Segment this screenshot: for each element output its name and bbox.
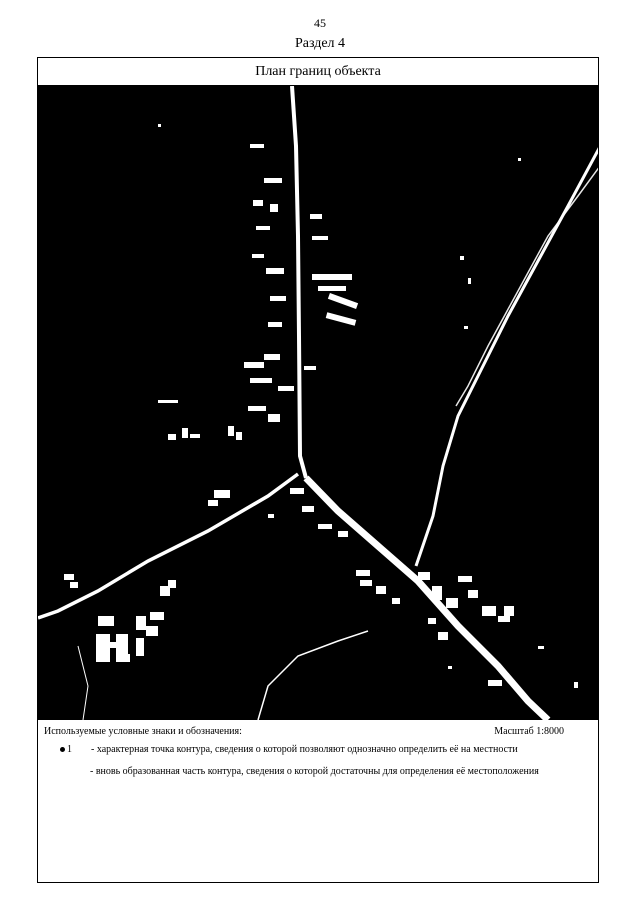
- legend-item-text: - характерная точка контура, сведения о которой позволяют однозначно определить её на местности: [91, 744, 518, 755]
- plan-frame: [37, 57, 599, 883]
- point-dot-icon: [60, 747, 65, 752]
- map-image: [38, 86, 598, 720]
- legend-item-point: [60, 744, 600, 755]
- legend-heading: Используемые условные знаки и обозначения:: [44, 726, 242, 737]
- section-title: Раздел 4: [294, 36, 346, 51]
- map-raster: [38, 86, 598, 720]
- legend-item-contour: [90, 766, 570, 778]
- scale-label: Масштаб 1:8000: [494, 726, 564, 737]
- legend-item-text: - вновь образованная часть контура, сведения о которой достаточны для определения её местоположения: [90, 766, 539, 777]
- point-number: 1: [67, 744, 72, 755]
- plan-title: План границ объекта: [38, 58, 598, 86]
- page-number: 45: [314, 16, 326, 30]
